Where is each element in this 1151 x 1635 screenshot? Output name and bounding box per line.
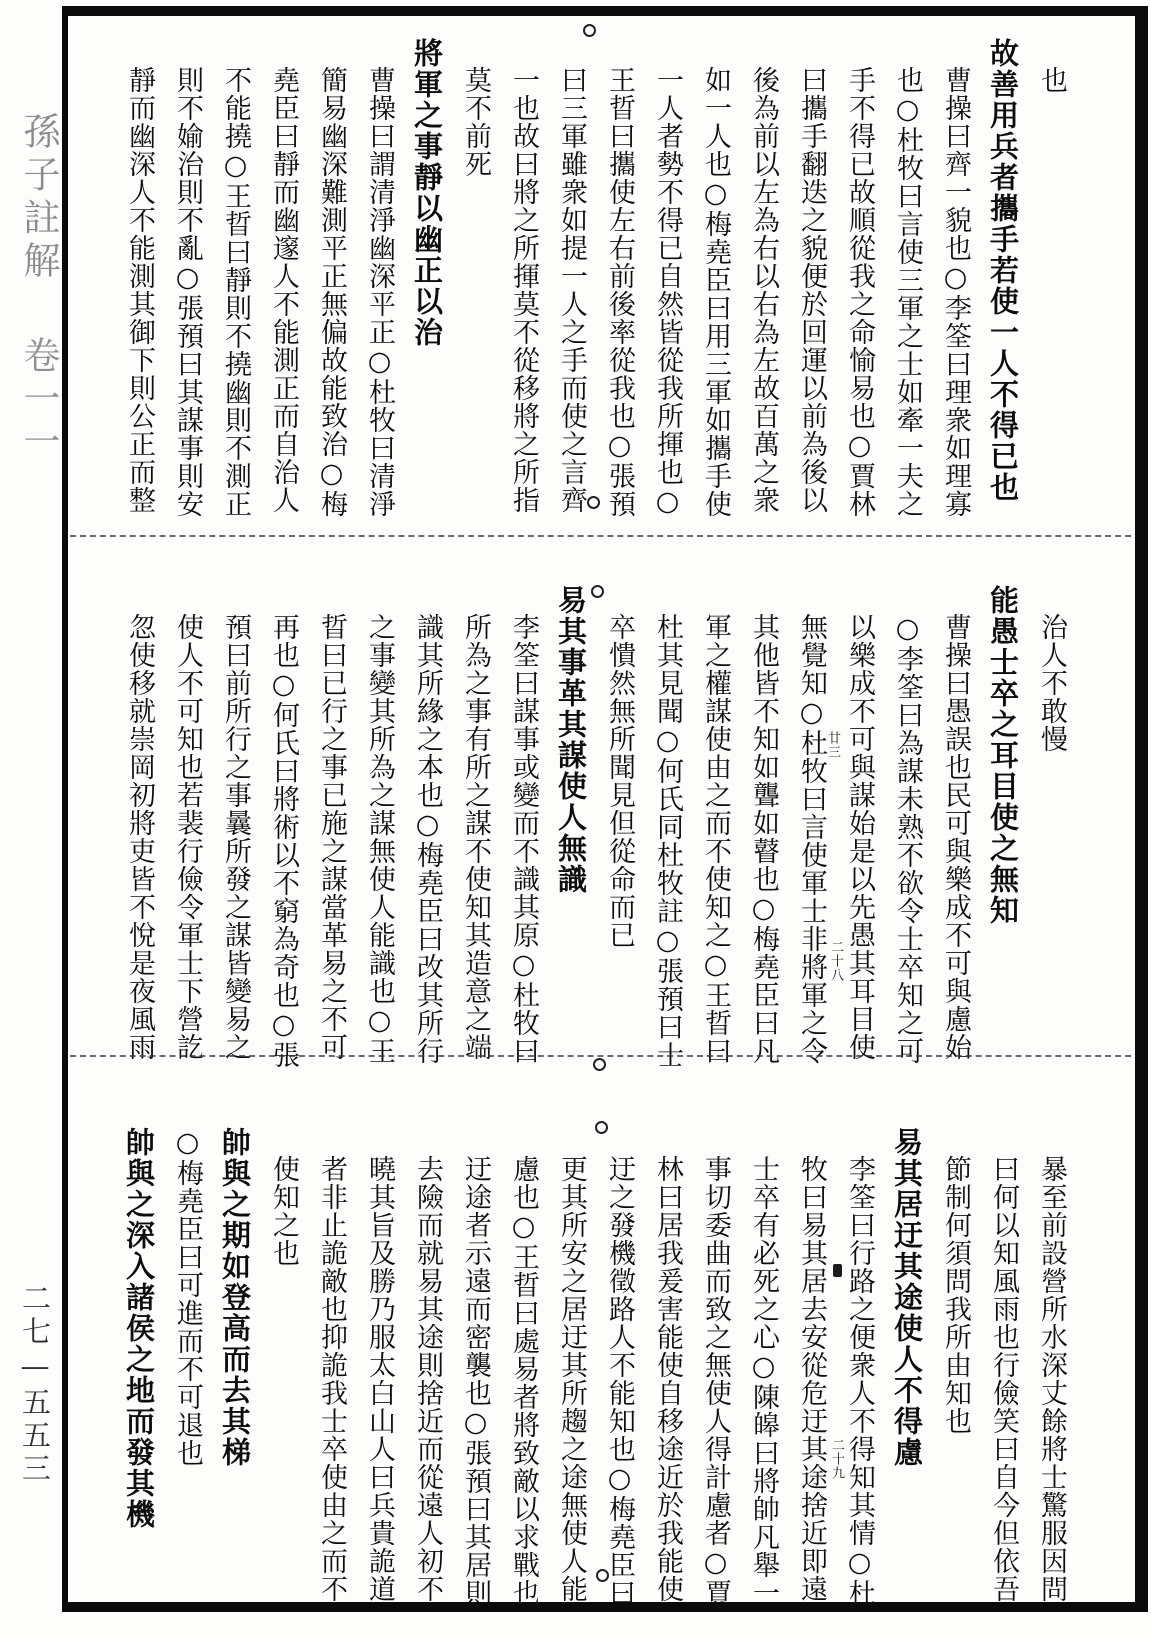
commentary-column: 之事變其所為之謀無使人能識也○王 [364, 613, 395, 1065]
commentary-column: 手不得已故順從我之命愉易也○賈林 [844, 66, 875, 518]
commentary-column: 李筌曰行路之便衆人不得知其情○杜 [844, 1155, 875, 1607]
commentary-column: 士卒有必死之心○陳皞曰將帥凡舉一 [748, 1155, 779, 1607]
commentary-column: 慮也○王晢曰處易者將致敵以求戰也 [508, 1155, 539, 1607]
commentary-column: 迂之發機徵路人不能知也○梅堯臣曰 [604, 1155, 635, 1607]
commentary-column: 牧曰易其居去安從危迂其途捨近即遠 [796, 1155, 827, 1603]
commentary-column: 曰攜手翻迭之貌便於回運以前為後以 [796, 66, 827, 514]
commentary-column: 治人不敢慢 [1036, 613, 1067, 753]
commentary-column: 王晢曰攜使左右前後率從我也○張預 [604, 66, 635, 518]
commentary-column: 李筌曰謀事或變而不識其原○杜牧曰 [508, 613, 539, 1065]
commentary-column: 曰三軍雖衆如提一人之手而使之言齊 [556, 66, 587, 514]
commentary-column: 如一人也○梅堯臣曰用三軍如攜手使 [700, 66, 731, 518]
commentary-column: 所為之事有所之謀不使知其造意之端 [460, 613, 491, 1061]
gutter-ring-mark [583, 24, 596, 37]
section-top [68, 16, 1135, 521]
commentary-column: 預曰前所行之事曩所發之謀皆變易之 [220, 613, 251, 1061]
commentary-column: 也○杜牧曰言使三軍之士如牽一夫之 [892, 66, 923, 518]
collation-note: 二十九 [829, 1438, 844, 1480]
commentary-column: 使人不可知也若裴行儉令軍士下營訖 [172, 613, 203, 1061]
commentary-column: 晢曰已行之事已施之謀當革易之不可 [316, 613, 347, 1061]
page-frame [62, 6, 1148, 1612]
collation-note: 廿三 [825, 731, 840, 759]
commentary-column: ○李筌曰為謀未熟不欲令士卒知之可 [892, 613, 923, 1065]
commentary-column: 再也○何氏曰將術以不窮為奇也○張 [268, 613, 299, 1069]
commentary-column: 靜而幽深人不能測其御下則公正而整 [124, 66, 155, 514]
series-page-number: 二七—五五三 [18, 1283, 52, 1486]
commentary-column: 暴至前設營所水深丈餘將士驚服因問 [1036, 1155, 1067, 1603]
scripture-column: 帥與之深入諸侯之地而發其機 [122, 1127, 156, 1530]
scripture-column: 帥與之期如登高而去其梯 [218, 1127, 252, 1468]
commentary-column: 莫不前死 [460, 66, 491, 178]
gutter-ring-mark [587, 496, 600, 509]
commentary-column: 不能撓○王晢曰靜則不撓幽則不測正 [220, 66, 251, 518]
commentary-column: 更其所安之居迂其所趨之途無使人能 [556, 1155, 587, 1603]
commentary-column: 也 [1036, 66, 1067, 94]
commentary-column: 一人者勢不得已自然皆從我所揮也○ [652, 66, 683, 518]
commentary-column: 堯臣曰靜而幽邃人不能測正而自治人 [268, 66, 299, 514]
commentary-column: 者非止詭敵也抑詭我士卒使由之而不 [316, 1155, 347, 1603]
commentary-column: 曹操曰齊一貌也○李筌曰理衆如理寡 [940, 66, 971, 518]
scripture-column: 易其居迂其途使人不得慮 [890, 1127, 924, 1468]
section-middle [68, 537, 1135, 1069]
commentary-column: 林曰居我爰害能使自移途近於我能使 [652, 1155, 683, 1603]
commentary-column: 節制何須問我所由知也 [940, 1155, 971, 1435]
volume-label: 卷一一 [17, 336, 60, 465]
commentary-column: 曹操曰謂清淨幽深平正○杜牧曰清淨 [364, 66, 395, 518]
commentary-column: 識其所緣之本也○梅堯臣曰改其所行 [412, 613, 443, 1065]
commentary-column: 卒憒然無所聞見但從命而已 [604, 613, 635, 949]
commentary-column: ○梅堯臣曰可進而不可退也 [172, 1127, 203, 1467]
spine-title [16, 112, 60, 465]
scripture-column: 易其事革其謀使人無識 [554, 585, 588, 895]
scripture-column: 故善用兵者攜手若使一人不得已也 [986, 38, 1020, 503]
commentary-column: 杜其見聞○何氏同杜牧註○張預曰士 [652, 613, 683, 1069]
commentary-column: 去險而就易其途則捨近而從遠人初不 [412, 1155, 443, 1603]
gutter-ring-mark [596, 1569, 609, 1582]
commentary-column: 一也故曰將之所揮莫不從移將之所指 [508, 66, 539, 514]
gutter-ring-mark [595, 1121, 608, 1134]
commentary-column: 曹操曰愚誤也民可與樂成不可與慮始 [940, 613, 971, 1061]
scripture-column: 將軍之事靜以幽正以治 [410, 38, 444, 348]
commentary-column: 事切委曲而致之無使人得計慮者○賈 [700, 1155, 731, 1607]
commentary-column: 使知之也 [268, 1155, 299, 1267]
frame-inner [68, 16, 1135, 1607]
section-bottom [68, 1057, 1135, 1618]
commentary-column: 其他皆不知如聾如瞽也○梅堯臣曰凡 [748, 613, 779, 1065]
commentary-column: 忽使移就崇岡初將吏皆不悅是夜風雨 [124, 613, 155, 1061]
ink-smudge [833, 1264, 842, 1277]
commentary-column: 則不媮治則不亂○張預曰其謀事則安 [172, 66, 203, 518]
commentary-column: 軍之權謀使由之而不使知之○王晢曰 [700, 613, 731, 1065]
commentary-column: 無覺知○杜牧曰言使軍士非將軍之令 [796, 613, 827, 1065]
commentary-column: 後為前以左為右以右為左故百萬之衆 [748, 66, 779, 514]
commentary-column: 簡易幽深難測平正無偏故能致治○梅 [316, 66, 347, 518]
collation-note: 二十八 [828, 940, 843, 982]
book-title: 孫子註解 [17, 112, 60, 284]
commentary-column: 以樂成不可與謀始是以先愚其耳目使 [844, 613, 875, 1061]
commentary-column: 曰何以知風雨也行儉笑曰自今但依吾 [988, 1155, 1019, 1603]
commentary-column: 曉其旨及勝乃服太白山人曰兵貴詭道 [364, 1155, 395, 1603]
gutter-ring-mark [591, 585, 604, 598]
scripture-column: 能愚士卒之耳目使之無知 [986, 585, 1020, 926]
commentary-column: 迂途者示遠而密襲也○張預曰其居則 [460, 1155, 491, 1607]
